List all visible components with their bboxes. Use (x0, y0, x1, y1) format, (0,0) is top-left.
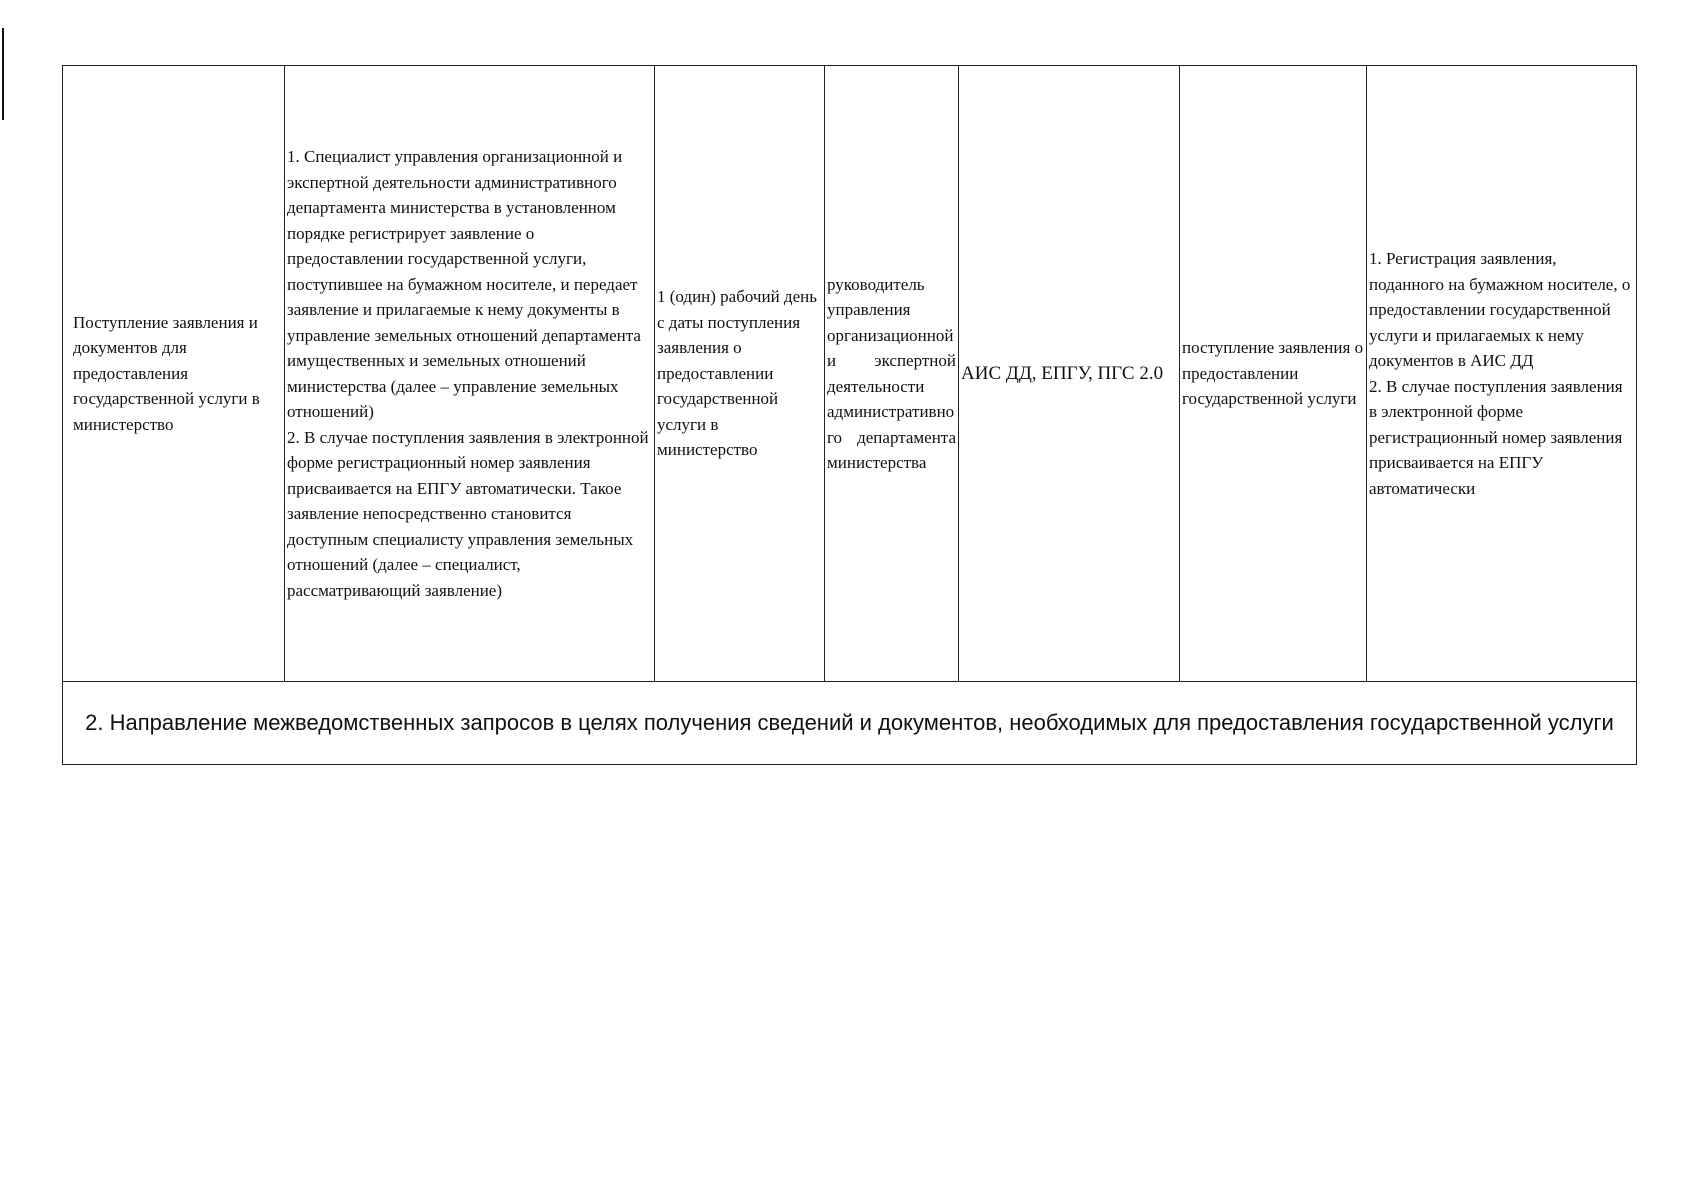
procedure-cell: 1. Специалист управления организационной и экспертной деятельности административного департамента министерства в установленном порядке регистрирует заявление о предоставлении государственной услуги, поступившее на бумажном носителе, и передает заявление и прилагаемые к нему документы в управление земельных отношений департамента имущественных и земельных отношений министерства (далее – управление земельных отношений) 2. В случае поступления заявления в электронной форме регистрационный номер заявления присваивается на ЕПГУ автоматически. Такое заявление непосредственно становится доступным специалисту управления земельных отношений (далее – специалист, рассматривающий заявление) (285, 66, 655, 682)
procedure-table (62, 65, 1637, 765)
table-row-section (63, 682, 1637, 765)
systems-cell: АИС ДД, ЕПГУ, ПГС 2.0 (959, 66, 1180, 682)
result-cell: 1. Регистрация заявления, поданного на бумажном носителе, о предоставлении государственной услуги и прилагаемых к нему документов в АИС ДД 2. В случае поступления заявления в электронной форме регистрационный номер заявления присваивается на ЕПГУ автоматически (1367, 66, 1637, 682)
criteria-cell: поступление заявления о предоставлении государственной услуги (1180, 66, 1367, 682)
responsible-cell: руководитель управления организационной и экспертной деятельности административного департамента министерства (825, 66, 959, 682)
table-row (63, 66, 1637, 682)
stage-name-cell: Поступление заявления и документов для предоставления государственной услуги в министерство (63, 66, 285, 682)
deadline-cell: 1 (один) рабочий день с даты поступления заявления о предоставлении государственной услуги в министерство (655, 66, 825, 682)
margin-line (2, 28, 4, 120)
section-heading: 2. Направление межведомственных запросов в целях получения сведений и документов, необходимых для предоставления государственной услуги (63, 682, 1637, 765)
